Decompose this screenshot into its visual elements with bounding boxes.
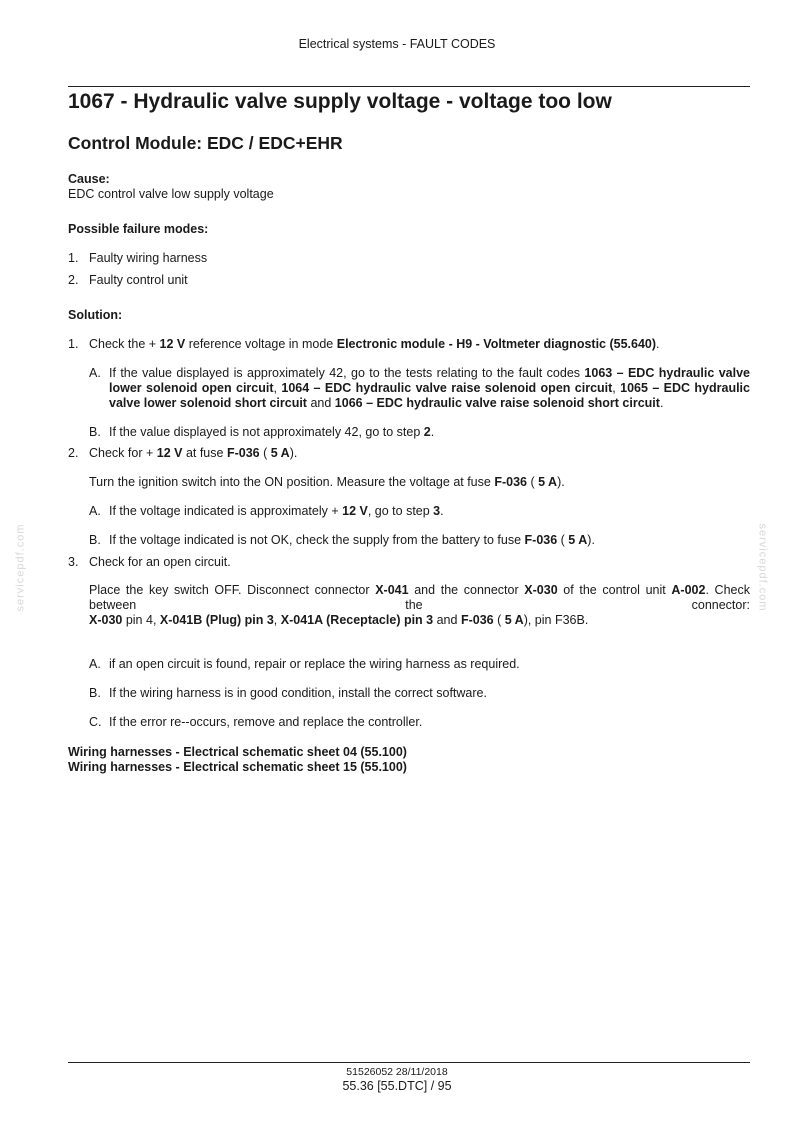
step-2b-text: If the voltage indicated is not OK, check the supply from the battery to fuse F-036 ( 5 A).: [109, 533, 595, 547]
wiring-references: [68, 745, 750, 775]
step-2-text: Check for + 12 V at fuse F-036 ( 5 A).: [89, 446, 298, 460]
fault-code-ref[interactable]: 1063 – EDC hydraulic valve lower solenoid open circuit: [109, 366, 750, 395]
fault-code-ref[interactable]: 1064 – EDC hydraulic valve raise solenoid open circuit: [281, 381, 613, 395]
solution-label: Solution:: [68, 308, 123, 322]
wiring-schematic-link[interactable]: Wiring harnesses - Electrical schematic sheet 15 (55.100): [68, 760, 407, 774]
connector-ref: X-030: [524, 583, 558, 597]
watermark-left: servicepdf.com: [14, 523, 27, 612]
cause-label: Cause:: [68, 172, 110, 186]
failure-mode-item: Faulty wiring harness: [89, 251, 208, 265]
substep-letter: A.: [89, 366, 101, 380]
cause-section: [68, 172, 750, 202]
diagnostic-mode-link[interactable]: Electronic module - H9 - Voltmeter diagnostic (55.640): [336, 337, 657, 351]
step-1-text: Check the + 12 V reference voltage in mode Electronic module - H9 - Voltmeter diagnostic (55.640).: [89, 337, 660, 351]
header-rule: [68, 86, 750, 87]
step-3a-text: if an open circuit is found, repair or replace the wiring harness as required.: [109, 657, 520, 671]
substep-letter: C.: [89, 715, 102, 729]
control-unit-ref: A-002: [671, 583, 706, 597]
step-number: 2.: [68, 446, 79, 460]
step-3b-text: If the wiring harness is in good condition, install the correct software.: [109, 686, 487, 700]
footer-rule: [68, 1062, 750, 1063]
substep-letter: B.: [89, 686, 101, 700]
watermark-right: servicepdf.com: [756, 523, 769, 612]
step-1b-text: If the value displayed is not approximately 42, go to step 2.: [109, 425, 435, 439]
substep-letter: B.: [89, 425, 101, 439]
failure-modes-label: Possible failure modes:: [68, 222, 209, 236]
step-3-text: Check for an open circuit.: [89, 555, 231, 569]
fault-code-ref[interactable]: 1065 – EDC hydraulic valve lower solenoid short circuit: [109, 381, 750, 410]
step-ref[interactable]: 3: [433, 504, 441, 518]
step-3c-text: If the error re--occurs, remove and replace the controller.: [109, 715, 423, 729]
failure-mode-item: Faulty control unit: [89, 273, 188, 287]
cause-text: EDC control valve low supply voltage: [68, 187, 274, 201]
step-1a-text: If the value displayed is approximately 42, go to the tests relating to the fault codes 1063 – EDC hydraulic valve lower solenoid open circuit, 1064 – EDC hydraulic valve raise solenoid open circuit, 1065 – EDC hydraulic valve lower solenoid short circuit and 1066 – EDC hydraulic valve raise solenoid short circuit.: [109, 366, 750, 410]
connector-ref: X-041: [375, 583, 409, 597]
control-module-heading: Control Module: EDC / EDC+EHR: [68, 133, 343, 153]
step-2a-text: If the voltage indicated is approximately + 12 V, go to step 3.: [109, 504, 444, 518]
substep-letter: B.: [89, 533, 101, 547]
substep-letter: A.: [89, 657, 101, 671]
substep-letter: A.: [89, 504, 101, 518]
voltage-value: 12 V: [159, 337, 186, 351]
fault-code-ref[interactable]: 1066 – EDC hydraulic valve raise solenoid short circuit: [334, 396, 660, 410]
list-number: 1.: [68, 251, 79, 265]
footer-doc-id: 51526052 28/11/2018: [346, 1066, 448, 1078]
fuse-ref: F-036: [226, 446, 260, 460]
step-ref[interactable]: 2: [423, 425, 431, 439]
footer-page-number: 55.36 [55.DTC] / 95: [342, 1079, 452, 1093]
step-number: 1.: [68, 337, 79, 351]
step-number: 3.: [68, 555, 79, 569]
running-header: Electrical systems - FAULT CODES: [298, 37, 496, 51]
step-3-paragraph: Place the key switch OFF. Disconnect connector X-041 and the connector X-030 of the control unit A-002. Check between the connector: X-030 pin 4, X-041B (Plug) pin 3, X-041A (Receptacle) pin 3 and F-036 ( 5 A), pin F36B.: [89, 583, 750, 627]
wiring-schematic-link[interactable]: Wiring harnesses - Electrical schematic sheet 04 (55.100): [68, 745, 407, 759]
fault-title: 1067 - Hydraulic valve supply voltage - voltage too low: [68, 90, 612, 113]
list-number: 2.: [68, 273, 79, 287]
step-2-paragraph: Turn the ignition switch into the ON position. Measure the voltage at fuse F-036 ( 5 A).: [89, 475, 565, 489]
